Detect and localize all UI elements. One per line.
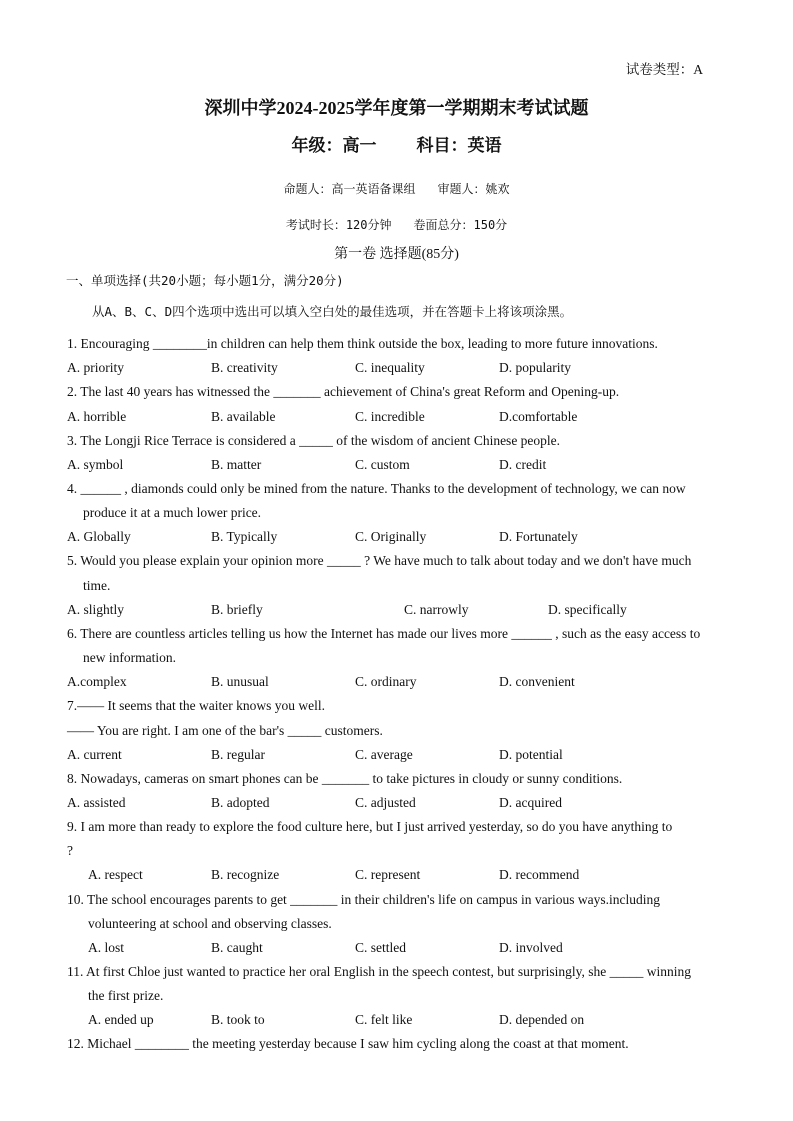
question-8-text: 8. Nowadays, cameras on smart phones can be _______ to take pictures in cloudy or sunny conditions. [67,771,623,786]
question-9-options [88,867,768,885]
question-5-options [67,602,747,620]
option-c: C. adjusted [355,795,416,810]
question-9-text-continued: ? [67,843,73,858]
option-d: D. involved [499,940,563,955]
setter-line [0,180,793,197]
option-a: A. lost [88,940,125,955]
question-3-options [67,457,747,475]
question-8-options [67,795,747,813]
question-1-text: 1. Encouraging ________in children can help them think outside the box, leading to more future innovations. [67,336,658,351]
question-3-text: 3. The Longji Rice Terrace is considered a _____ of the wisdom of ancient Chinese people. [67,433,561,448]
option-d: D. acquired [499,795,562,810]
option-a: A. assisted [67,795,126,810]
option-b: B. adopted [211,795,270,810]
option-b: B. regular [211,747,265,762]
question-11-options [88,1012,768,1030]
question-4-text: 4. ______ , diamonds could only be mined from the nature. Thanks to the development of technology, we can now [67,481,686,496]
question-5-text-continued: time. [83,578,111,593]
setter-label: 命题人：高一英语备课组 [283,182,416,196]
option-c: C. incredible [355,409,425,424]
option-d: D. depended on [499,1012,585,1027]
option-d: D. credit [499,457,547,472]
option-c: C. felt like [355,1012,413,1027]
exam-title: 深圳中学2024-2025学年度第一学期期末考试试题 [204,98,589,118]
option-d: D.comfortable [499,409,578,424]
question-5-text: 5. Would you please explain your opinion more _____ ? We have much to talk about today and we don't have much [67,553,692,568]
subject-label: 科目：英语 [416,136,502,155]
option-d: D. Fortunately [499,529,578,544]
question-7-text: 7.—— It seems that the waiter knows you well. [67,698,325,713]
question-10-text: 10. The school encourages parents to get _______ in their children's life on campus in various ways.including [67,892,661,907]
option-a: A. current [67,747,122,762]
question-1-options [67,360,747,378]
option-b: B. matter [211,457,262,472]
option-a: A. horrible [67,409,127,424]
reviewer-label: 审题人：姚欢 [437,182,510,196]
option-b: B. creativity [211,360,278,375]
option-b: B. took to [211,1012,265,1027]
question-10-text-continued: volunteering at school and observing classes. [88,916,332,931]
option-b: B. briefly [211,602,263,617]
time-score-line [0,216,793,233]
option-d: D. popularity [499,360,571,375]
question-9-text: 9. I am more than ready to explore the food culture here, but I just arrived yesterday, so do you have anything to [67,819,673,834]
option-c: C. Originally [355,529,427,544]
section-heading: 一、单项选择(共20小题；每小题1分，满分20分) [66,273,344,288]
question-6-options [67,674,747,692]
option-a: A. ended up [88,1012,154,1027]
option-a: A. symbol [67,457,124,472]
grade-subject-line [0,131,793,156]
question-7-reply: —— You are right. I am one of the bar's _____ customers. [67,723,383,738]
option-c: C. inequality [355,360,425,375]
grade-label: 年级：高一 [291,136,377,155]
option-a: A. respect [88,867,143,882]
section-instruction: 从A、B、C、D四个选项中选出可以填入空白处的最佳选项，并在答题卡上将该项涂黑。 [92,304,573,319]
volume-title: 第一卷 选择题(85分) [334,247,459,262]
option-c: C. represent [355,867,421,882]
option-b: B. available [211,409,276,424]
option-c: C. average [355,747,413,762]
option-a: A. priority [67,360,124,375]
question-2-text: 2. The last 40 years has witnessed the _______ achievement of China's great Reform and Opening-up. [67,384,620,399]
option-c: C. settled [355,940,406,955]
question-6-text-continued: new information. [83,650,176,665]
question-2-options [67,409,747,427]
option-d: D. specifically [548,602,627,617]
option-b: B. Typically [211,529,278,544]
question-7-options [67,747,747,765]
option-c: C. narrowly [404,602,469,617]
option-c: C. ordinary [355,674,417,689]
total-score-label: 卷面总分：150分 [413,218,508,232]
option-b: B. caught [211,940,263,955]
option-a: A.complex [67,674,127,689]
question-4-options [67,529,747,547]
paper-type-label: 试卷类型：A [625,62,703,77]
option-d: D. recommend [499,867,580,882]
question-11-text: 11. At first Chloe just wanted to practice her oral English in the speech contest, but surprisingly, she _____ winning [67,964,692,979]
option-d: D. potential [499,747,563,762]
question-10-options [88,940,768,958]
option-c: C. custom [355,457,410,472]
option-b: B. unusual [211,674,269,689]
option-d: D. convenient [499,674,575,689]
option-a: A. slightly [67,602,125,617]
question-11-text-continued: the first prize. [88,988,164,1003]
option-a: A. Globally [67,529,131,544]
duration-label: 考试时长：120分钟 [285,218,392,232]
question-4-text-continued: produce it at a much lower price. [83,505,262,520]
question-12-text: 12. Michael ________ the meeting yesterday because I saw him cycling along the coast at that moment. [67,1036,629,1051]
option-b: B. recognize [211,867,280,882]
question-6-text: 6. There are countless articles telling us how the Internet has made our lives more ______ , such as the easy access to [67,626,701,641]
